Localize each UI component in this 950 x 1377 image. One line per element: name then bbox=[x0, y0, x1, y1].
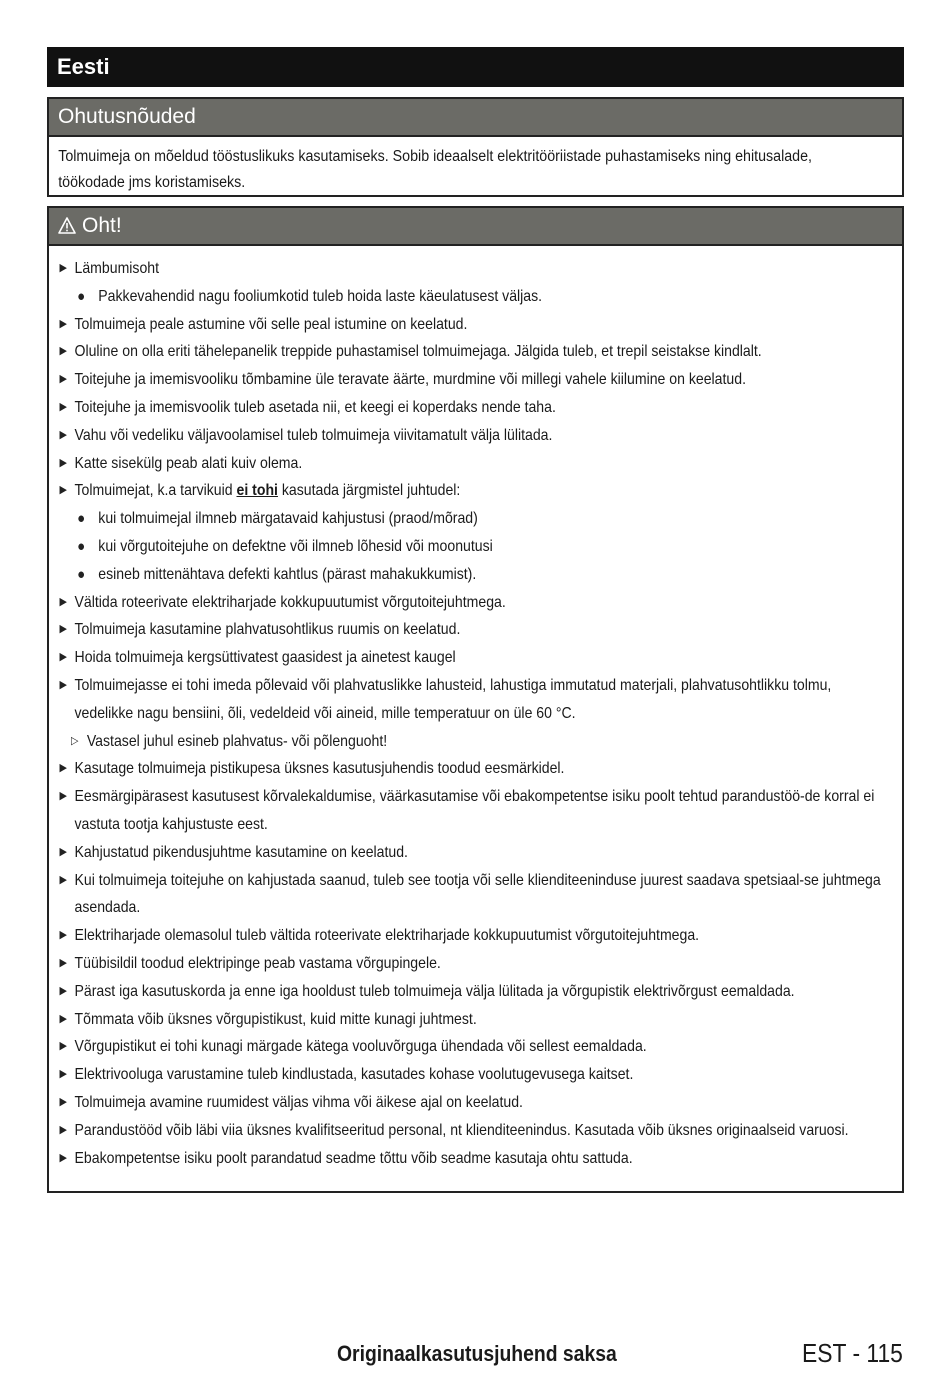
list-item bbox=[49, 394, 884, 422]
item-text: Parandustööd võib läbi viia üksnes kvalifitseeritud personal, nt klienditeenindus. Kasutada võib üksnes originaalseid varuosi. bbox=[74, 1121, 849, 1139]
triangle-right-icon: ▶ bbox=[59, 929, 68, 942]
filled-circle-icon: ● bbox=[77, 287, 86, 305]
danger-header bbox=[49, 208, 902, 246]
triangle-right-icon: ▶ bbox=[59, 373, 68, 386]
item-text: Toitejuhe ja imemisvooliku tõmbamine üle teravate äärte, murdmine või millegi vahele kiilumine on keelatud. bbox=[74, 371, 747, 389]
item-text: Oluline on olla eriti tähelepanelik treppide puhastamisel tolmuimejaga. Jälgida tuleb, et trepil seistakse kindlalt. bbox=[74, 343, 762, 361]
item-text: kui võrgutoitejuhe on defektne või ilmneb lõhesid või moonutusi bbox=[98, 537, 493, 555]
item-text: Tolmuimeja avamine ruumidest väljas vihma või äikese ajal on keelatud. bbox=[74, 1093, 523, 1111]
triangle-right-icon: ▶ bbox=[59, 345, 68, 358]
emphasis-text: ei tohi bbox=[236, 482, 278, 500]
triangle-right-icon: ▶ bbox=[59, 651, 68, 664]
item-text: kasutada järgmistel juhtudel: bbox=[277, 482, 461, 500]
item-text: Kui tolmuimeja toitejuhe on kahjustada saanud, tuleb see tootja või selle klienditeeninduse juurest saadava spetsiaal-se juhtmega asendada. bbox=[74, 871, 881, 917]
list-item bbox=[49, 616, 884, 644]
item-text: Tolmuimejat, k.a tarvikuid bbox=[74, 482, 237, 500]
note-item bbox=[49, 728, 896, 756]
list-item bbox=[49, 922, 884, 950]
list-item bbox=[49, 589, 884, 617]
item-text: Tüübisildil toodud elektripinge peab vastama võrgupingele. bbox=[74, 954, 441, 972]
language-header: Eesti bbox=[47, 47, 904, 87]
item-text: Pakkevahendid nagu fooliumkotid tuleb hoida laste käeulatusest väljas. bbox=[98, 287, 543, 305]
item-text: Pärast iga kasutuskorda ja enne iga hooldust tuleb tolmuimeja välja lülitada ja võrgupistik elektrivõrgust eemaldada. bbox=[74, 982, 795, 1000]
list-item bbox=[49, 1089, 884, 1117]
safety-title: Ohutusnõuded bbox=[49, 99, 902, 137]
safety-intro-line: töökodade jms koristamiseks. bbox=[58, 174, 246, 191]
item-text: Tolmuimeja kasutamine plahvatusohtlikus ruumis on keelatud. bbox=[74, 621, 461, 639]
triangle-right-icon: ▶ bbox=[59, 317, 68, 330]
danger-title: Oht! bbox=[82, 214, 122, 237]
item-text: kui tolmuimejal ilmneb märgatavaid kahjustusi (praod/mõrad) bbox=[98, 510, 478, 528]
triangle-right-icon: ▶ bbox=[59, 1068, 68, 1081]
list-item bbox=[49, 1117, 884, 1145]
list-item bbox=[49, 1061, 884, 1089]
item-text: Vältida roteerivate elektriharjade kokkupuutumist võrgutoitejuhtmega. bbox=[74, 593, 506, 611]
list-item bbox=[49, 255, 884, 283]
triangle-right-icon: ▶ bbox=[59, 1151, 68, 1164]
triangle-right-icon: ▶ bbox=[59, 456, 68, 469]
item-text: Lämbumisoht bbox=[74, 260, 160, 277]
sub-list-item bbox=[49, 561, 908, 589]
item-text: Kasutage tolmuimeja pistikupesa üksnes kasutusjuhendis toodud eesmärkidel. bbox=[74, 760, 565, 778]
triangle-right-icon: ▶ bbox=[59, 1123, 68, 1136]
triangle-right-icon: ▶ bbox=[59, 984, 68, 997]
list-item bbox=[49, 644, 884, 672]
item-text: Tolmuimejasse ei tohi imeda põlevaid või plahvatuslikke lahusteid, lahustiga immutatud materjali, plahvatusohtlikku tolmu, vedelikke nagu bensiini, õli, vedeldeid või aineid, mille temperatuur on üle 60 °C. bbox=[74, 676, 832, 722]
triangle-right-icon: ▶ bbox=[59, 400, 68, 413]
sub-list-item bbox=[49, 533, 908, 561]
list-item bbox=[49, 450, 884, 478]
triangle-right-icon: ▶ bbox=[59, 262, 68, 274]
sub-list-item bbox=[49, 505, 908, 533]
filled-circle-icon: ● bbox=[77, 565, 86, 583]
filled-circle-icon: ● bbox=[77, 537, 86, 555]
list-item bbox=[49, 1145, 884, 1173]
item-text: Elektriharjade olemasolul tuleb vältida roteerivate elektriharjade kokkupuutumist võrgutoitejuhtmega. bbox=[74, 927, 700, 945]
item-text: Toitejuhe ja imemisvoolik tuleb asetada nii, et keegi ei koperdaks nende taha. bbox=[74, 398, 556, 416]
triangle-right-icon: ▶ bbox=[59, 1095, 68, 1108]
list-item bbox=[49, 839, 884, 867]
item-text: Tõmmata võib üksnes võrgupistikust, kuid mitte kunagi juhtmest. bbox=[74, 1010, 477, 1028]
list-item bbox=[49, 783, 884, 839]
item-text: Tolmuimeja peale astumine või selle peal istumine on keelatud. bbox=[74, 315, 468, 333]
list-item bbox=[49, 755, 884, 783]
danger-list bbox=[49, 246, 902, 1172]
item-text: Elektrivooluga varustamine tuleb kindlustada, kasutades kohase voolutugevusega kaitset. bbox=[74, 1066, 634, 1084]
triangle-right-icon: ▶ bbox=[59, 484, 68, 497]
triangle-right-icon: ▶ bbox=[59, 678, 68, 691]
triangle-right-icon: ▶ bbox=[59, 790, 68, 803]
triangle-right-icon: ▶ bbox=[59, 1012, 68, 1025]
list-item bbox=[49, 338, 884, 366]
safety-intro bbox=[49, 137, 915, 196]
item-text: Eesmärgipärasest kasutusest kõrvalekaldumise, väärkasutamise või ebakompetentse isiku poolt tehtud parandustöö-de korral ei vastuta tootja kahjustuste eest. bbox=[74, 788, 875, 833]
list-item bbox=[49, 422, 884, 450]
item-text: Katte sisekülg peab alati kuiv olema. bbox=[74, 454, 303, 472]
triangle-right-icon: ▶ bbox=[59, 595, 68, 608]
sub-list-item bbox=[49, 283, 908, 311]
list-item bbox=[49, 1006, 884, 1034]
item-text: Hoida tolmuimeja kergsüttivatest gaasidest ja ainetest kaugel bbox=[74, 649, 456, 667]
list-item bbox=[49, 1033, 884, 1061]
danger-section bbox=[47, 206, 904, 1193]
list-item bbox=[49, 867, 884, 923]
safety-intro-line: Tolmuimeja on mõeldud tööstuslikuks kasutamiseks. Sobib ideaalselt elektritööriistade puhastamiseks ning ehitusalade, bbox=[58, 148, 813, 165]
filled-circle-icon: ● bbox=[77, 510, 86, 528]
triangle-right-icon: ▶ bbox=[59, 1040, 68, 1053]
safety-section bbox=[47, 97, 904, 197]
triangle-right-icon: ▶ bbox=[59, 956, 68, 969]
list-item bbox=[49, 477, 884, 505]
triangle-right-icon: ▶ bbox=[59, 623, 68, 636]
page-number: EST - 115 bbox=[802, 1338, 903, 1368]
triangle-right-icon: ▶ bbox=[59, 762, 68, 775]
list-item bbox=[49, 978, 884, 1006]
triangle-right-icon: ▶ bbox=[59, 428, 68, 441]
triangle-right-icon: ▶ bbox=[59, 845, 68, 858]
list-item bbox=[49, 366, 884, 394]
list-item bbox=[49, 950, 884, 978]
item-text: Vastasel juhul esineb plahvatus- või põlenguoht! bbox=[86, 732, 388, 750]
item-text: Vahu või vedeliku väljavoolamisel tuleb tolmuimeja viivitamatult välja lülitada. bbox=[74, 426, 553, 444]
triangle-right-icon: ▶ bbox=[59, 873, 68, 886]
list-item bbox=[49, 672, 884, 728]
warning-triangle-icon bbox=[58, 210, 76, 246]
list-item bbox=[49, 311, 884, 339]
item-text: esineb mittenähtava defekti kahtlus (pärast mahakukkumist). bbox=[98, 565, 477, 583]
footer-title: Originaalkasutusjuhend saksa bbox=[337, 1341, 617, 1366]
item-text: Kahjustatud pikendusjuhtme kasutamine on keelatud. bbox=[74, 843, 408, 861]
item-text: Ebakompetentse isiku poolt parandatud seadme tõttu võib seadme kasutaja ohtu sattuda. bbox=[74, 1149, 633, 1167]
item-text: Võrgupistikut ei tohi kunagi märgade kätega vooluvõrguga ühendada või sellest eemaldada. bbox=[74, 1038, 647, 1056]
open-triangle-icon: ▷ bbox=[71, 734, 79, 747]
